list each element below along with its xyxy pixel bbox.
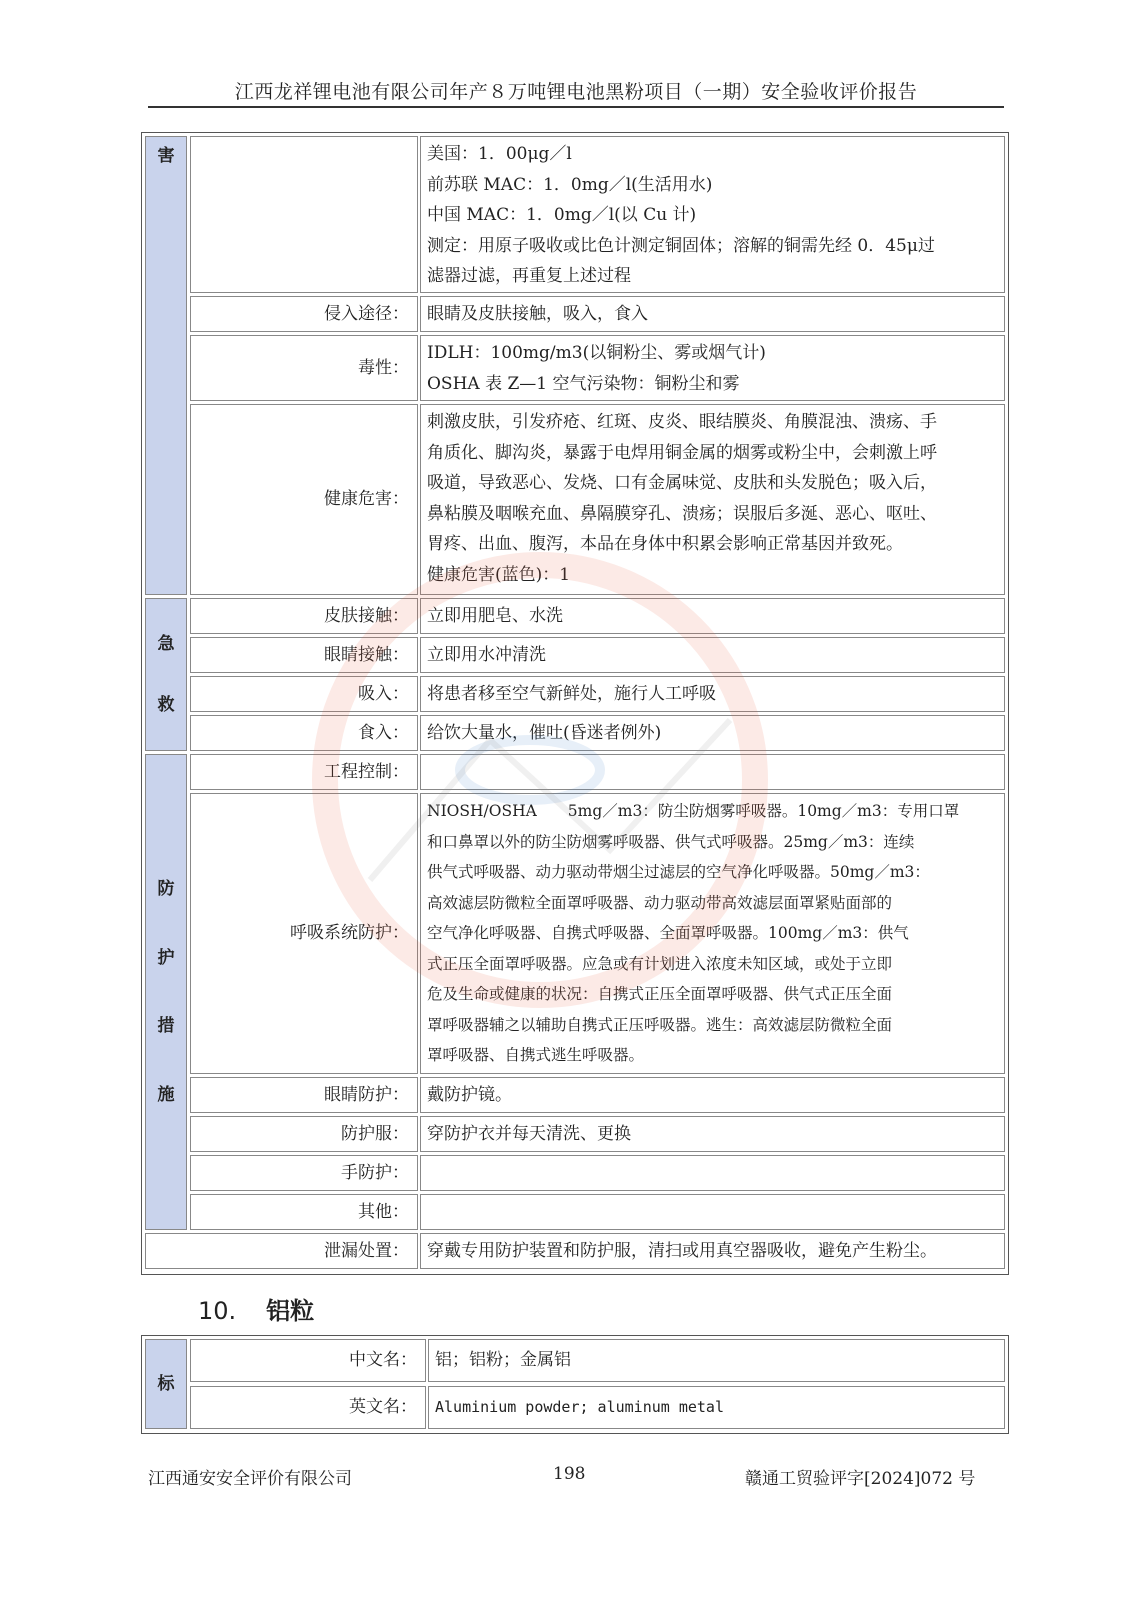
resp-line: 罩呼吸器辅之以辅助自携式正压呼吸器。逃生：高效滤层防微粒全面: [427, 1015, 893, 1034]
resp-line: 供气式呼吸器、动力驱动带烟尘过滤层的空气净化呼吸器。50mg／m3：: [427, 863, 930, 881]
hazard-line: 滤器过滤，再重复上述过程: [427, 266, 631, 286]
spill-handling-value: [420, 1233, 1005, 1269]
skin-contact-label: 皮肤接触：: [190, 598, 418, 634]
eye-protection-value: [420, 1077, 1005, 1113]
category-first-aid-char: 急: [157, 634, 175, 654]
footer-company: 江西通安安全评价有限公司: [148, 1469, 352, 1489]
hazard-line: 前苏联 MAC：1．0mg／l(生活用水): [427, 174, 713, 195]
resp-line: 高效滤层防微粒全面罩呼吸器、动力驱动带高效滤层面罩紧贴面部的: [427, 893, 893, 912]
health-line: 健康危害(蓝色)：1: [427, 564, 571, 585]
eye-contact-label: 眼睛接触：: [190, 637, 418, 673]
footer-page-number: 198: [553, 1464, 586, 1484]
resp-line: 式正压全面罩呼吸器。应急或有计划进入浓度未知区域，或处于立即: [427, 954, 893, 973]
skin-contact-value: [420, 598, 1005, 634]
category-protection-char: 护: [157, 947, 175, 968]
engineering-control-label: 工程控制：: [190, 754, 418, 790]
english-name-value: [428, 1386, 1005, 1429]
inhalation-value: [420, 676, 1005, 712]
category-identification-label: 标: [157, 1373, 175, 1394]
section-number: 10.: [198, 1297, 237, 1325]
category-identification: [145, 1339, 187, 1429]
inhalation-text: 将患者移至空气新鲜处，施行人工呼吸: [427, 683, 716, 704]
ingestion-value: [420, 715, 1005, 751]
engineering-control-value: [420, 754, 1005, 790]
toxicity-line: OSHA 表 Z—1 空气污染物：铜粉尘和雾: [427, 373, 740, 394]
ingestion-text: 给饮大量水，催吐(昏迷者例外): [427, 722, 662, 743]
english-name-text: Aluminium powder; aluminum metal: [435, 1398, 724, 1417]
health-hazard-label: 健康危害：: [190, 404, 418, 595]
chinese-name-value: [428, 1339, 1005, 1382]
respiratory-protection-label: 呼吸系统防护：: [190, 793, 418, 1074]
category-protection-char: 施: [157, 1084, 175, 1105]
category-hazard-label: 害: [157, 146, 175, 166]
route-label: 侵入途径：: [190, 296, 418, 332]
protective-clothing-value: [420, 1116, 1005, 1152]
category-protection: [145, 754, 187, 1230]
hazard-line: 测定：用原子吸收或比色计测定铜固体；溶解的铜需先经 0．45μ过: [427, 235, 935, 256]
inhalation-label: 吸入：: [190, 676, 418, 712]
health-line: 吸道，导致恶心、发烧、口有金属味觉、皮肤和头发脱色；吸入后，: [427, 473, 937, 493]
route-value-text: 眼睛及皮肤接触，吸入，食入: [427, 303, 648, 324]
english-name-label: 英文名：: [190, 1386, 426, 1429]
hazard-cont-value: [420, 136, 1005, 293]
hazard-line: 中国 MAC：1．0mg／l(以 Cu 计): [427, 205, 697, 225]
protective-clothing-label: 防护服：: [190, 1116, 418, 1152]
hazard-line: 美国：1．00μg／l: [427, 144, 572, 164]
resp-line: 危及生命或健康的状况：自携式正压全面罩呼吸器、供气式正压全面: [427, 985, 893, 1003]
hazard-table: [141, 132, 1009, 1275]
toxicity-label: 毒性：: [190, 335, 418, 401]
protective-clothing-text: 穿防护衣并每天清洗、更换: [427, 1123, 631, 1144]
hand-protection-value: [420, 1155, 1005, 1191]
eye-contact-value: [420, 637, 1005, 673]
route-value: [420, 296, 1005, 332]
skin-contact-text: 立即用肥皂、水洗: [427, 605, 563, 626]
health-line: 刺激皮肤，引发疥疮、红斑、皮炎、眼结膜炎、角膜混浊、溃疡、手: [427, 412, 937, 432]
category-hazard: [145, 136, 187, 595]
other-label: 其他：: [190, 1194, 418, 1230]
ingestion-label: 食入：: [190, 715, 418, 751]
category-first-aid: [145, 598, 187, 751]
spill-handling-text: 穿戴专用防护装置和防护服，清扫或用真空器吸收，避免产生粉尘。: [427, 1240, 937, 1261]
category-first-aid-char: 救: [157, 694, 175, 715]
header-rule: [148, 106, 1004, 108]
eye-contact-text: 立即用水冲清洗: [427, 644, 546, 665]
category-protection-char: 措: [157, 1016, 175, 1036]
resp-line: 和口鼻罩以外的防尘防烟雾呼吸器、供气式呼吸器。25mg／m3：连续: [427, 832, 915, 851]
health-line: 角质化、脚沟炎，暴露于电焊用铜金属的烟雾或粉尘中，会刺激上呼: [427, 442, 937, 463]
spill-handling-label: 泄漏处置：: [145, 1233, 418, 1269]
section-heading: [198, 1291, 314, 1326]
resp-line: 罩呼吸器、自携式逃生呼吸器。: [427, 1046, 645, 1064]
eye-protection-label: 眼睛防护：: [190, 1077, 418, 1113]
resp-line: 空气净化呼吸器、自携式呼吸器、全面罩呼吸器。100mg／m3：供气: [427, 924, 909, 942]
health-line: 鼻粘膜及咽喉充血、鼻隔膜穿孔、溃疡；误服后多涎、恶心、呕吐、: [427, 503, 937, 524]
resp-line: NIOSH/OSHA 5mg／m3：防尘防烟雾呼吸器。10mg／m3：专用口罩: [427, 802, 960, 820]
toxicity-line: IDLH：100mg/m3(以铜粉尘、雾或烟气计): [427, 343, 766, 363]
identification-table: [141, 1335, 1009, 1434]
eye-protection-text: 戴防护镜。: [427, 1084, 512, 1105]
hand-protection-label: 手防护：: [190, 1155, 418, 1191]
chinese-name-text: 铝；铝粉；金属铝: [435, 1350, 571, 1371]
health-line: 胃疼、出血、腹泻，本品在身体中积累会影响正常基因并致死。: [427, 534, 903, 554]
toxicity-value: [420, 335, 1005, 401]
section-title: 铝粒: [266, 1297, 315, 1325]
chinese-name-label: 中文名：: [190, 1339, 426, 1382]
hazard-cont-label-cell: [190, 136, 418, 293]
health-hazard-value: [420, 404, 1005, 595]
page-header-title: 江西龙祥锂电池有限公司年产８万吨锂电池黑粉项目（一期）安全验收评价报告: [234, 81, 918, 103]
respiratory-protection-value: [420, 793, 1005, 1074]
footer-reference: 赣通工贸验评字[2024]072 号: [745, 1469, 976, 1489]
other-value: [420, 1194, 1005, 1230]
category-protection-char: 防: [157, 879, 175, 899]
